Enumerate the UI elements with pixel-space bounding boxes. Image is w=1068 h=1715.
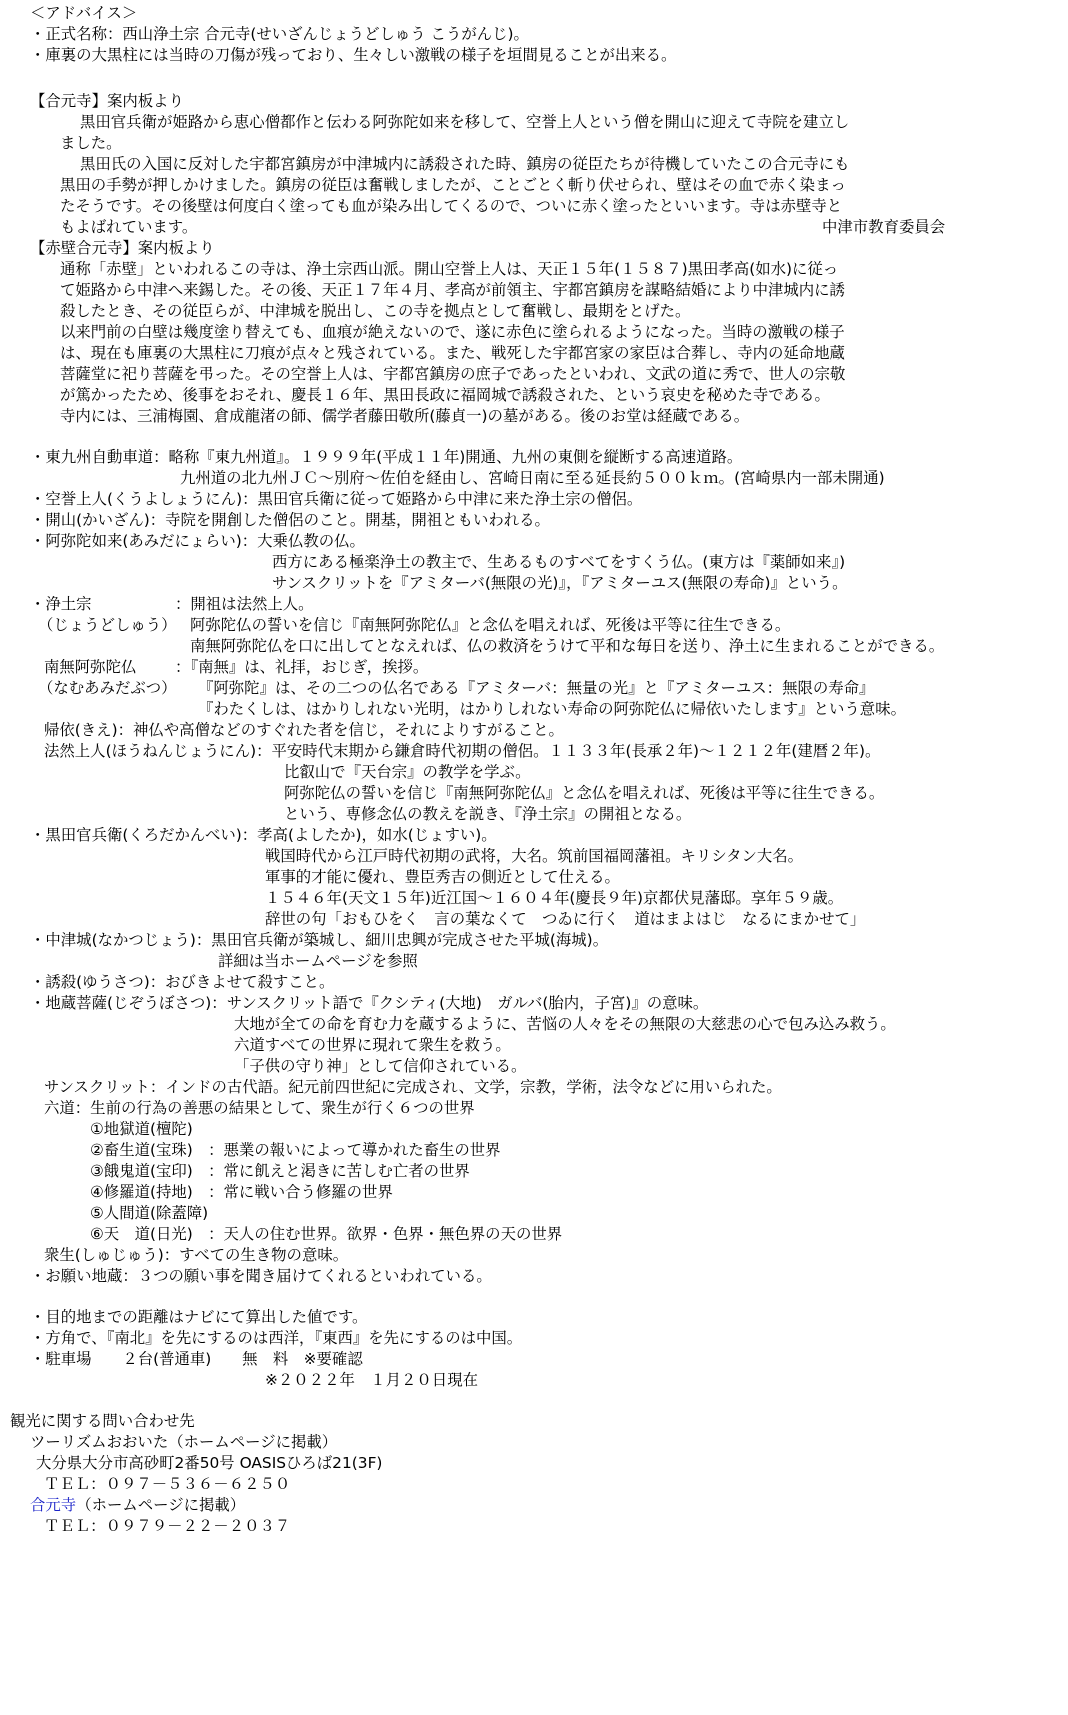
board1-line: 黒田氏の入国に反対した宇都宮鎮房が中津城内に誘殺された時、鎮房の従臣たちが待機していたこの合元寺にも bbox=[80, 155, 850, 173]
as-of-date: ※２０２２年 １月２０日現在 bbox=[265, 1371, 478, 1389]
glossary-line: ①地獄道(檀陀) bbox=[90, 1120, 193, 1138]
glossary-line: 九州道の北九州ＪＣ～別府～佐伯を経由し、宮崎日南に至る延長約５００ｋｍ。(宮崎県内一部未開通) bbox=[180, 469, 885, 487]
board1-line: 黒田の手勢が押しかけました。鎮房の従臣は奮戦しましたが、ことごとく斬り伏せられ、壁はその血で赤く染まっ bbox=[60, 176, 846, 194]
temple-link-suffix: （ホームページに掲載） bbox=[76, 1496, 246, 1514]
glossary-line: 六道：生前の行為の善悪の結果として、衆生が行く６つの世界 bbox=[44, 1099, 475, 1117]
glossary-line: 軍事的才能に優れ、豊臣秀吉の側近として仕える。 bbox=[265, 868, 620, 886]
glossary-line: ・浄土宗 bbox=[30, 595, 92, 613]
glossary-line: ・阿弥陀如来(あみだにょらい)：大乗仏教の仏。 bbox=[30, 532, 365, 550]
glossary-line: １５４６年(天文１５年)近江国～１６０４年(慶長９年)京都伏見藩邸。享年５９歳。 bbox=[265, 889, 844, 907]
board1-source: 中津市教育委員会 bbox=[822, 218, 946, 236]
glossary-line: ③餓鬼道(宝印) ：常に飢えと渇きに苦しむ亡者の世界 bbox=[90, 1162, 470, 1180]
temple-tel: ＴＥＬ：０９７９－２２－２０３７ bbox=[44, 1517, 291, 1535]
official-name: ・正式名称：西山浄土宗 合元寺(せいざんじょうどしゅう こうがんじ)。 bbox=[30, 25, 529, 43]
glossary-line: 戦国時代から江戸時代初期の武将，大名。筑前国福岡藩祖。キリシタン大名。 bbox=[265, 847, 804, 865]
contact-address: 大分県大分市高砂町2番50号 OASISひろば21(3F) bbox=[36, 1454, 383, 1472]
board2-line: 殺したとき、その従臣らが、中津城を脱出し、この寺を拠点として奮戦し、最期をとげた。 bbox=[60, 302, 691, 320]
contact-heading: 観光に関する問い合わせ先 bbox=[10, 1412, 195, 1430]
glossary-line: ⑥天 道(日光) ：天人の住む世界。欲界・色界・無色界の天の世界 bbox=[90, 1225, 563, 1243]
glossary-line: 『阿弥陀』は、その二つの仏名である『アミターバ：無量の光』と『アミターユス：無限の寿命』 bbox=[198, 679, 875, 697]
glossary-line: 阿弥陀仏の誓いを信じ『南無阿弥陀仏』と念仏を唱えれば、死後は平等に往生できる。 bbox=[284, 784, 885, 802]
glossary-line: 辞世の句「おもひをく 言の葉なくて つゐに行く 道はまよはじ なるにまかせて」 bbox=[265, 910, 866, 928]
parking-note: ・駐車場 ２台(普通車) 無 料 ※要確認 bbox=[30, 1350, 363, 1368]
board2-line: 寺内には、三浦梅園、倉成龍渚の師、儒学者藤田敬所(藤貞一)の墓がある。後のお堂は経蔵である。 bbox=[60, 407, 750, 425]
glossary-line: 南無阿弥陀仏 bbox=[44, 658, 137, 676]
board1-line: ました。 bbox=[60, 134, 122, 152]
glossary-line: ・中津城(なかつじょう)：黒田官兵衛が築城し、細川忠興が完成させた平城(海城)。 bbox=[30, 931, 609, 949]
glossary-line: ・お願い地蔵：３つの願い事を聞き届けてくれるといわれている。 bbox=[30, 1267, 492, 1285]
board2-line: 通称「赤壁」といわれるこの寺は、浄土宗西山派。開山空誉上人は、天正１５年(１５８７)黒田孝高(如水)に従っ bbox=[60, 260, 839, 278]
glossary-line: ：『南無』は、礼拝，おじぎ，挨拶。 bbox=[175, 658, 429, 676]
direction-note: ・方角で、『南北』を先にするのは西洋，『東西』を先にするのは中国。 bbox=[30, 1329, 523, 1347]
board2-line: 菩薩堂に祀り菩薩を弔った。その空誉上人は、宇都宮鎮房の庶子であったといわれ、文武の道に秀で、世人の宗敬 bbox=[60, 365, 846, 383]
board2-title: 【赤壁合元寺】案内板より bbox=[30, 239, 215, 257]
temple-contact-row bbox=[30, 1495, 245, 1515]
advice-heading: ＜アドバイス＞ bbox=[30, 4, 138, 22]
board2-line: て姫路から中津へ来錫した。その後、天正１７年４月、孝高が前領主、宇都宮鎮房を謀略結婚により中津城内に誘 bbox=[60, 281, 845, 299]
glossary-line: 六道すべての世界に現れて衆生を救う。 bbox=[234, 1036, 511, 1054]
distance-note: ・目的地までの距離はナビにて算出した値です。 bbox=[30, 1308, 368, 1326]
glossary-line: ④修羅道(持地) ：常に戦い合う修羅の世界 bbox=[90, 1183, 393, 1201]
board2-line: 以来門前の白壁は幾度塗り替えても、血痕が絶えないので、遂に赤色に塗られるようになった。当時の激戦の様子 bbox=[60, 323, 845, 341]
glossary-line: 詳細は当ホームページを参照 bbox=[218, 952, 418, 970]
glossary-line: 比叡山で『天台宗』の教学を学ぶ。 bbox=[284, 763, 531, 781]
glossary-line: ・誘殺(ゆうさつ)：おびきよせて殺すこと。 bbox=[30, 973, 335, 991]
glossary-line: ・開山(かいざん)：寺院を開創した僧侶のこと。開基，開祖ともいわれる。 bbox=[30, 511, 550, 529]
glossary-line: （なむあみだぶつ） bbox=[38, 679, 177, 697]
glossary-line: サンスクリットを『アミターバ(無限の光)』，『アミターユス(無限の寿命)』という。 bbox=[272, 574, 848, 592]
glossary-line: ・空誉上人(くうよしょうにん)：黒田官兵衛に従って姫路から中津に来た浄土宗の僧侶。 bbox=[30, 490, 643, 508]
glossary-line: 西方にある極楽浄土の教主で、生あるものすべてをすくう仏。(東方は『薬師如来』) bbox=[272, 553, 846, 571]
glossary-line: 衆生(しゅじゅう)：すべての生き物の意味。 bbox=[44, 1246, 349, 1264]
glossary-line: ：開祖は法然上人。 bbox=[175, 595, 314, 613]
board1-line: たそうです。その後壁は何度白く塗っても血が染み出してくるので、ついに赤く塗ったといいます。寺は赤壁寺と bbox=[60, 197, 843, 215]
glossary-line: サンスクリット：インドの古代語。紀元前四世紀に完成され、文学，宗教，学術，法令などに用いられた。 bbox=[44, 1078, 782, 1096]
temple-link[interactable]: 合元寺 bbox=[30, 1496, 77, 1514]
glossary-line: 阿弥陀仏の誓いを信じ『南無阿弥陀仏』と念仏を唱えれば、死後は平等に往生できる。 bbox=[190, 616, 791, 634]
board2-line: は、現在も庫裏の大黒柱に刀痕が点々と残されている。また、戦死した宇都宮家の家臣は合葬し、寺内の延命地蔵 bbox=[60, 344, 845, 362]
contact-org: ツーリズムおおいた（ホームページに掲載） bbox=[30, 1433, 338, 1451]
glossary-line: ⑤人間道(除蓋障) bbox=[90, 1204, 209, 1222]
glossary-line: 「子供の守り神」として信仰されている。 bbox=[234, 1057, 527, 1075]
glossary-line: ・地蔵菩薩(じぞうぼさつ)：サンスクリット語で『クシティ(大地) ガルバ(胎内，子宮)』の意味。 bbox=[30, 994, 709, 1012]
board1-line: 黒田官兵衛が姫路から恵心僧都作と伝わる阿弥陀如来を移して、空誉上人という僧を開山に迎えて寺院を建立し bbox=[80, 113, 850, 131]
glossary-line: 『わたくしは、はかりしれない光明，はかりしれない寿命の阿弥陀仏に帰依いたします』という意味。 bbox=[198, 700, 906, 718]
glossary-line: ・黒田官兵衛(くろだかんべい)：孝高(よしたか)，如水(じょすい)。 bbox=[30, 826, 497, 844]
board1-line: もよばれています。 bbox=[60, 218, 198, 236]
board1-title: 【合元寺】案内板より bbox=[30, 92, 184, 110]
board2-line: が篤かったため、後事をおそれ、慶長１６年、黒田長政に福岡城で誘殺された、という哀史を秘めた寺である。 bbox=[60, 386, 830, 404]
glossary-line: 大地が全ての命を育む力を蔵するように、苦悩の人々をその無限の大慈悲の心で包み込み救う。 bbox=[234, 1015, 896, 1033]
glossary-line: 帰依(きえ)：神仏や高僧などのすぐれた者を信じ，それによりすがること。 bbox=[44, 721, 564, 739]
glossary-line: という、専修念仏の教えを説き、『浄土宗』の開祖となる。 bbox=[284, 805, 692, 823]
contact-tel: ＴＥＬ：０９７－５３６－６２５０ bbox=[44, 1475, 291, 1493]
glossary-line: ②畜生道(宝珠) ：悪業の報いによって導かれた畜生の世界 bbox=[90, 1141, 501, 1159]
glossary-line: 南無阿弥陀仏を口に出してとなえれば、仏の救済をうけて平和な毎日を送り、浄土に生まれることができる。 bbox=[190, 637, 945, 655]
glossary-line: 法然上人(ほうねんじょうにん)：平安時代末期から鎌倉時代初期の僧侶。１１３３年(長承２年)～１２１２年(建暦２年)。 bbox=[44, 742, 881, 760]
pillar-note: ・庫裏の大黒柱には当時の刀傷が残っており、生々しい激戦の様子を垣間見ることが出来る。 bbox=[30, 46, 677, 64]
glossary-line: ・東九州自動車道：略称『東九州道』。１９９９年(平成１１年)開通、九州の東側を縦断する高速道路。 bbox=[30, 448, 743, 466]
glossary-line: （じょうどしゅう） bbox=[38, 616, 177, 634]
